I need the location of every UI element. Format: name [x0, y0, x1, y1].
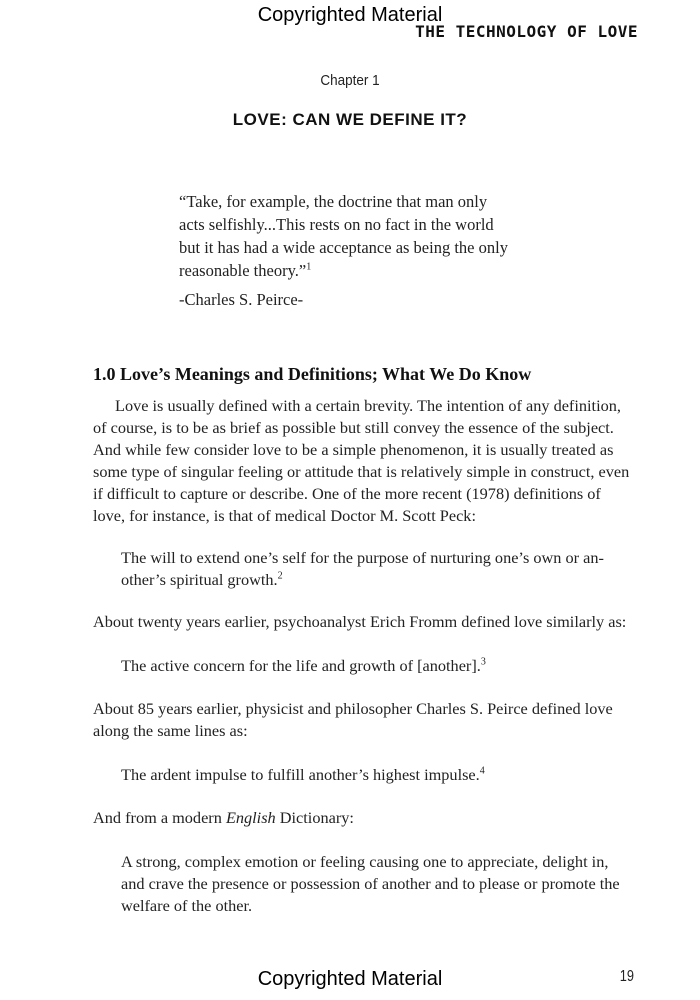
body-line [93, 807, 638, 829]
body-line: along the same lines as: [93, 721, 248, 740]
block-quote-text: The ardent impulse to fulfill another’s highest impulse. [121, 765, 480, 784]
page-number: 19 [619, 968, 635, 985]
block-quote-line: The will to extend one’s self for the purpose of nurturing one’s own or an- [121, 548, 604, 567]
body-line: Love is usually defined with a certain brevity. The intention of any definition, [115, 396, 621, 415]
footnote-marker: 1 [306, 261, 312, 273]
block-quote-line [121, 655, 641, 677]
body-text-segment: And from a modern [93, 808, 226, 827]
block-quote-dictionary [121, 851, 641, 917]
block-quote-line: welfare of the other. [121, 896, 253, 915]
body-paragraph-1 [93, 395, 638, 527]
block-quote-line [121, 764, 641, 786]
block-quote-line: A strong, complex emotion or feeling causing one to appreciate, delight in, [121, 852, 609, 871]
epigraph [179, 190, 599, 311]
body-line: And while few consider love to be a simple phenomenon, it is usually treated as [93, 440, 614, 459]
block-quote-peck [121, 547, 641, 591]
section-heading: 1.0 Love’s Meanings and Definitions; What We Do Know [93, 364, 532, 384]
body-paragraph-4 [93, 807, 638, 829]
chapter-number: Chapter 1 [320, 72, 380, 89]
epigraph-quote [179, 190, 599, 282]
copyright-watermark-bottom: Copyrighted Material [257, 968, 443, 990]
running-head: THE TECHNOLOGY OF LOVE [415, 22, 638, 41]
footnote-marker: 3 [480, 656, 486, 668]
block-quote-line [121, 569, 641, 591]
chapter-title: LOVE: CAN WE DEFINE IT? [232, 110, 468, 129]
body-line: About twenty years earlier, psychoanalyst Erich Fromm defined love similarly as: [93, 612, 627, 631]
body-paragraph-2 [93, 611, 638, 633]
body-line: About 85 years earlier, physicist and philosopher Charles S. Peirce defined love [93, 699, 613, 718]
epigraph-line [179, 259, 599, 282]
footnote-marker: 2 [277, 570, 283, 582]
italic-word: English [225, 808, 276, 827]
epigraph-line-text: reasonable theory.” [179, 261, 307, 280]
epigraph-attribution: -Charles S. Peirce- [179, 290, 304, 309]
body-line: if difficult to capture or describe. One of the more recent (1978) definitions of [93, 484, 601, 503]
epigraph-line: acts selfishly...This rests on no fact in the world [179, 215, 494, 234]
footnote-marker: 4 [479, 765, 485, 777]
block-quote-peirce [121, 764, 641, 786]
epigraph-line: but it has had a wide acceptance as being the only [179, 238, 508, 257]
body-line: some type of singular feeling or attitude that is relatively simple in construct, even [93, 462, 630, 481]
body-line: of course, is to be as brief as possible but still convey the essence of the subject. [93, 418, 614, 437]
block-quote-fromm [121, 655, 641, 677]
body-paragraph-3 [93, 698, 638, 742]
block-quote-line: and crave the presence or possession of another and to please or promote the [121, 874, 620, 893]
copyright-watermark-top: Copyrighted Material [257, 4, 443, 26]
epigraph-line: “Take, for example, the doctrine that man only [179, 192, 488, 211]
block-quote-text: other’s spiritual growth. [121, 570, 278, 589]
body-text-segment: Dictionary: [275, 808, 354, 827]
block-quote-text: The active concern for the life and growth of [another]. [121, 656, 481, 675]
body-line: love, for instance, is that of medical Doctor M. Scott Peck: [93, 506, 476, 525]
